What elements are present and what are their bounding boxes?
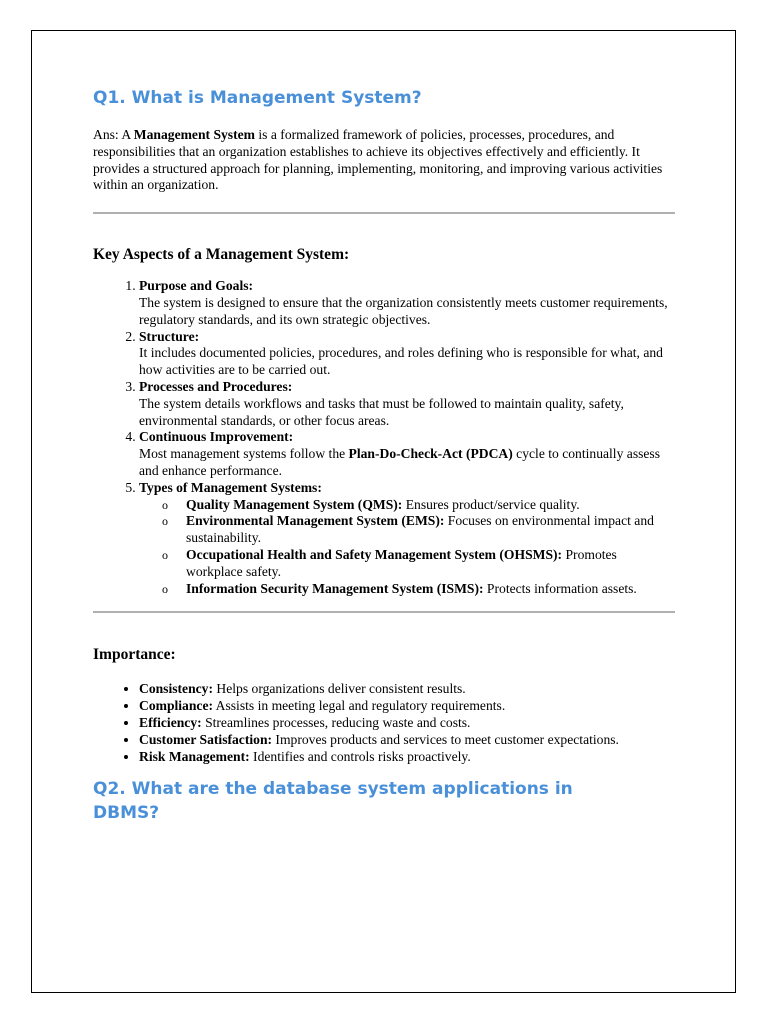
type-desc: Focuses on environmental impact and sustainability. xyxy=(186,513,654,546)
pdca-term: Plan-Do-Check-Act (PDCA) xyxy=(348,446,513,462)
list-item xyxy=(139,329,675,379)
importance-name: Consistency: xyxy=(139,681,214,697)
type-desc: Promotes workplace safety. xyxy=(186,546,617,579)
section-divider xyxy=(93,212,675,214)
answer-prefix: Ans: A xyxy=(93,127,134,142)
key-aspects-heading: Key Aspects of a Management System: xyxy=(93,246,350,264)
type-desc: Ensures product/service quality. xyxy=(402,496,580,512)
list-item xyxy=(139,681,675,698)
list-item xyxy=(139,480,675,598)
q2-heading: Q2. What are the database system applications in DBMS? xyxy=(93,779,573,824)
importance-heading: Importance: xyxy=(93,646,176,664)
importance-desc: Assists in meeting legal and regulatory requirements. xyxy=(213,698,506,714)
q1-answer xyxy=(93,127,675,194)
aspect-title: Continuous Improvement: xyxy=(139,429,294,445)
aspect-desc: It includes documented policies, procedures, and roles defining who is responsible for what, and how activities are to be carried out. xyxy=(139,345,663,378)
list-item xyxy=(139,732,675,749)
importance-desc: Streamlines processes, reducing waste and costs. xyxy=(201,714,471,730)
document-content xyxy=(93,86,675,825)
aspect-desc-suffix: cycle to continually assess and enhance performance. xyxy=(139,446,661,478)
aspect-desc-prefix: Most management systems follow the xyxy=(139,446,349,462)
answer-term: Management System xyxy=(133,127,255,142)
list-item xyxy=(139,429,675,479)
type-item xyxy=(186,547,675,581)
importance-desc: Improves products and services to meet customer expectations. xyxy=(272,731,619,747)
type-name: Occupational Health and Safety Management System (OHSMS): xyxy=(186,546,563,562)
importance-list xyxy=(93,681,675,765)
importance-name: Customer Satisfaction: xyxy=(139,731,273,747)
answer-text: is a formalized framework of policies, processes, procedures, and responsibilities that an organization establishes to achieve its objectives effectively and efficiently. It provides a structured approach for planning, implementing, monitoring, and improving various activities within an organization. xyxy=(93,127,663,193)
aspect-title: Purpose and Goals: xyxy=(139,278,254,294)
type-name: Quality Management System (QMS): xyxy=(186,496,403,512)
list-item xyxy=(139,749,675,766)
aspect-desc: The system is designed to ensure that the organization consistently meets customer requirements, regulatory standards, and its own strategic objectives. xyxy=(139,294,668,327)
types-list xyxy=(139,497,675,598)
key-aspects-list xyxy=(93,278,675,597)
importance-desc: Identifies and controls risks proactively. xyxy=(249,748,471,764)
importance-desc: Helps organizations deliver consistent results. xyxy=(213,681,466,697)
section-divider xyxy=(93,611,675,613)
type-desc: Protects information assets. xyxy=(483,580,637,596)
type-name: Information Security Management System (ISMS): xyxy=(186,580,484,596)
type-name: Environmental Management System (EMS): xyxy=(186,513,445,529)
list-item xyxy=(139,379,675,429)
aspect-title: Types of Management Systems: xyxy=(139,479,322,495)
q1-heading: Q1. What is Management System? xyxy=(93,88,422,108)
type-item xyxy=(186,497,675,514)
importance-name: Compliance: xyxy=(139,698,214,714)
importance-name: Efficiency: xyxy=(139,714,202,730)
list-item xyxy=(139,698,675,715)
aspect-title: Structure: xyxy=(139,328,200,344)
list-item xyxy=(139,278,675,328)
aspect-desc: The system details workflows and tasks that must be followed to maintain quality, safety, environmental standards, or other focus areas. xyxy=(139,395,624,428)
importance-name: Risk Management: xyxy=(139,748,250,764)
aspect-title: Processes and Procedures: xyxy=(139,378,293,394)
type-item xyxy=(186,581,675,598)
list-item xyxy=(139,715,675,732)
type-item xyxy=(186,513,675,547)
